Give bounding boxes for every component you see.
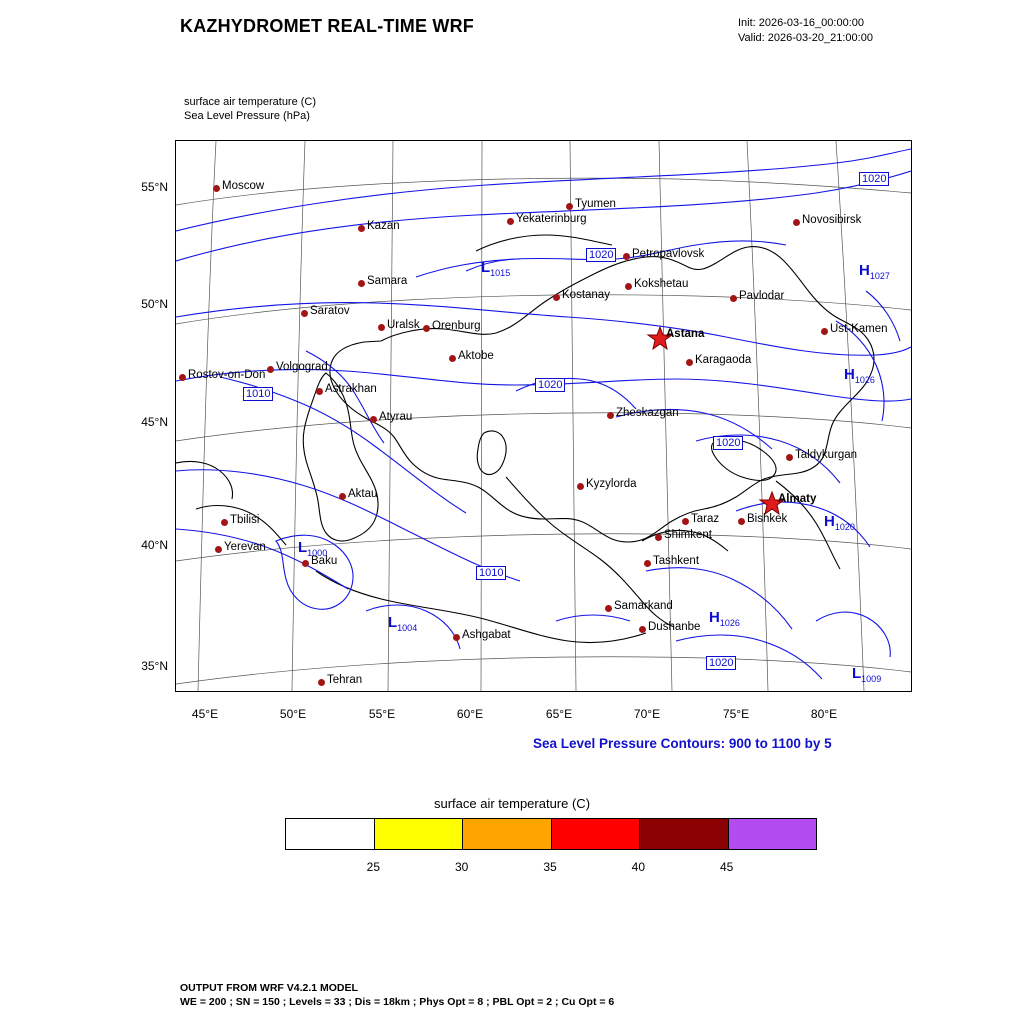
colorbar-tick-label: 40 [631,860,646,874]
city-label: Astana [666,328,705,340]
city-label: Shimkent [664,529,712,541]
colorbar [285,818,817,850]
city-label: Orenburg [432,320,481,332]
city-label: Moscow [222,180,265,192]
city-label: Dushanbe [648,621,701,633]
colorbar-swatch-4 [640,819,729,849]
city-label: Tyumen [575,198,616,210]
lon-label-50e: 50°E [279,707,307,721]
lon-label-80e: 80°E [810,707,838,721]
colorbar-swatch-3 [552,819,641,849]
city-dot-icon [215,546,222,553]
lat-label-50n: 50°N [141,297,168,311]
city-dot-icon [267,366,274,373]
isobar-value-label: 1010 [243,387,273,401]
city-label: Kokshetau [634,278,689,290]
colorbar-title: surface air temperature (C) [433,796,591,811]
pressure-center-symbol: L [852,665,862,682]
high-pressure-center [824,513,855,532]
pressure-center-value: 1009 [861,674,882,684]
pressure-center-value: 1026 [719,618,740,628]
city-label: Tehran [327,674,363,686]
city-label: Ashgabat [462,629,511,641]
low-pressure-center [298,539,327,558]
lon-label-45e: 45°E [191,707,219,721]
city-dot-icon [786,454,793,461]
pressure-center-value: 1000 [307,548,328,558]
city-dot-icon [339,493,346,500]
valid-time: Valid: 2026-03-20_21:00:00 [738,32,873,44]
city-dot-icon [625,283,632,290]
model-time-block [738,16,873,46]
city-label: Aktobe [458,350,494,362]
colorbar-swatch-0 [286,819,375,849]
init-time: Init: 2026-03-16_00:00:00 [738,17,864,29]
city-label: Tbilisi [230,514,260,526]
field-label-temperature: surface air temperature (C) [184,96,317,108]
lat-label-45n: 45°N [141,415,168,429]
page-title: KAZHYDROMET REAL-TIME WRF [180,16,474,36]
city-dot-icon [553,294,560,301]
colorbar-swatch-2 [463,819,552,849]
colorbar-ticks [285,860,815,878]
colorbar-swatch-5 [729,819,817,849]
city-dot-icon [378,324,385,331]
city-dot-icon [423,325,430,332]
isobar-value-label: 1020 [859,172,889,186]
pressure-center-symbol: H [844,366,855,383]
isobar-value-label: 1010 [476,566,506,580]
isobar-contours [176,149,911,679]
pressure-center-symbol: H [709,609,720,626]
pressure-center-value: 1020 [834,522,855,532]
lon-label-70e: 70°E [633,707,661,721]
weather-map[interactable] [175,140,912,692]
city-label: Yekaterinburg [516,213,587,225]
city-label: Kyzylorda [586,478,637,490]
city-dot-icon [686,359,693,366]
city-label: Rostov-on-Don [188,369,266,381]
pressure-center-symbol: L [388,614,398,631]
city-dot-icon [221,519,228,526]
pressure-center-symbol: H [859,262,870,279]
lon-label-60e: 60°E [456,707,484,721]
city-dot-icon [213,185,220,192]
colorbar-tick-label: 30 [454,860,469,874]
city-label: Taldykurgan [795,449,858,461]
city-dot-icon [318,679,325,686]
city-label: Atyrau [379,411,413,423]
city-label: Uralsk [387,319,420,331]
city-label: Volgograd [276,361,328,373]
colorbar-tick-label: 25 [366,860,381,874]
city-dot-icon [682,518,689,525]
isobar-value-label: 1020 [713,436,743,450]
city-dot-icon [449,355,456,362]
city-dot-icon [301,310,308,317]
isobar-value-label: 1020 [586,248,616,262]
city-dot-icon [605,605,612,612]
city-dot-icon [566,203,573,210]
city-label: Samara [367,275,408,287]
city-label: Samarkand [614,600,673,612]
lon-label-55e: 55°E [368,707,396,721]
city-dot-icon [793,219,800,226]
lat-label-35n: 35°N [141,659,168,673]
pressure-center-value: 1015 [490,268,511,278]
pressure-center-symbol: L [481,259,491,276]
lat-label-40n: 40°N [141,538,168,552]
city-dot-icon [358,280,365,287]
city-label: Kazan [367,220,400,232]
city-dot-icon [821,328,828,335]
contour-caption: Sea Level Pressure Contours: 900 to 1100 by 5 [533,736,832,751]
lon-label-65e: 65°E [545,707,573,721]
city-dot-icon [358,225,365,232]
lat-label-55n: 55°N [141,180,168,194]
high-pressure-center [709,609,740,628]
city-label: Kostanay [562,289,610,301]
city-label: Saratov [310,305,350,317]
city-dot-icon [507,218,514,225]
low-pressure-center [388,614,417,633]
high-pressure-center [844,366,875,385]
footer-block [180,981,614,1009]
footer-line-config: WE = 200 ; SN = 150 ; Levels = 33 ; Dis = 18km ; Phys Opt = 8 ; PBL Opt = 2 ; Cu Opt = 6 [180,996,615,1008]
pressure-center-value: 1027 [869,271,890,281]
lon-label-75e: 75°E [722,707,750,721]
pressure-center-value: 1026 [854,375,875,385]
city-dot-icon [302,560,309,567]
city-label: Aktau [348,488,378,500]
pressure-center-value: 1004 [397,623,418,633]
colorbar-tick-label: 45 [719,860,734,874]
colorbar-tick-label: 35 [543,860,557,874]
high-pressure-center [859,262,890,281]
city-label: Karagaoda [695,354,752,366]
city-dot-icon [738,518,745,525]
city-label: Astrakhan [325,383,377,395]
field-label-pressure: Sea Level Pressure (hPa) [184,110,310,122]
city-label: Pavlodar [739,290,785,302]
pressure-center-symbol: L [298,539,308,556]
city-label: Baku [311,555,338,567]
city-label: Yerevan [224,541,266,553]
city-dot-icon [623,253,630,260]
city-label: Ust-Kamen [830,323,888,335]
isobar-value-label: 1020 [706,656,736,670]
city-label: Tashkent [653,555,700,567]
city-dot-icon [370,416,377,423]
colorbar-swatch-1 [375,819,464,849]
city-label: Petropavlovsk [632,248,705,260]
city-dot-icon [179,374,186,381]
city-label: Novosibirsk [802,214,862,226]
city-label: Zheskazgan [616,407,679,419]
footer-line-model: OUTPUT FROM WRF V4.2.1 MODEL [180,982,358,994]
field-label-block [184,95,316,123]
city-dot-icon [644,560,651,567]
city-dot-icon [639,626,646,633]
low-pressure-center [481,259,510,278]
city-dot-icon [453,634,460,641]
city-dot-icon [577,483,584,490]
pressure-center-symbol: H [824,513,835,530]
city-label: Almaty [778,493,817,505]
city-dot-icon [316,388,323,395]
isobar-value-label: 1020 [535,378,565,392]
low-pressure-center [852,665,881,684]
city-label: Taraz [691,513,720,525]
city-dot-icon [655,534,662,541]
city-dot-icon [730,295,737,302]
city-label: Bishkek [747,513,788,525]
city-dot-icon [607,412,614,419]
